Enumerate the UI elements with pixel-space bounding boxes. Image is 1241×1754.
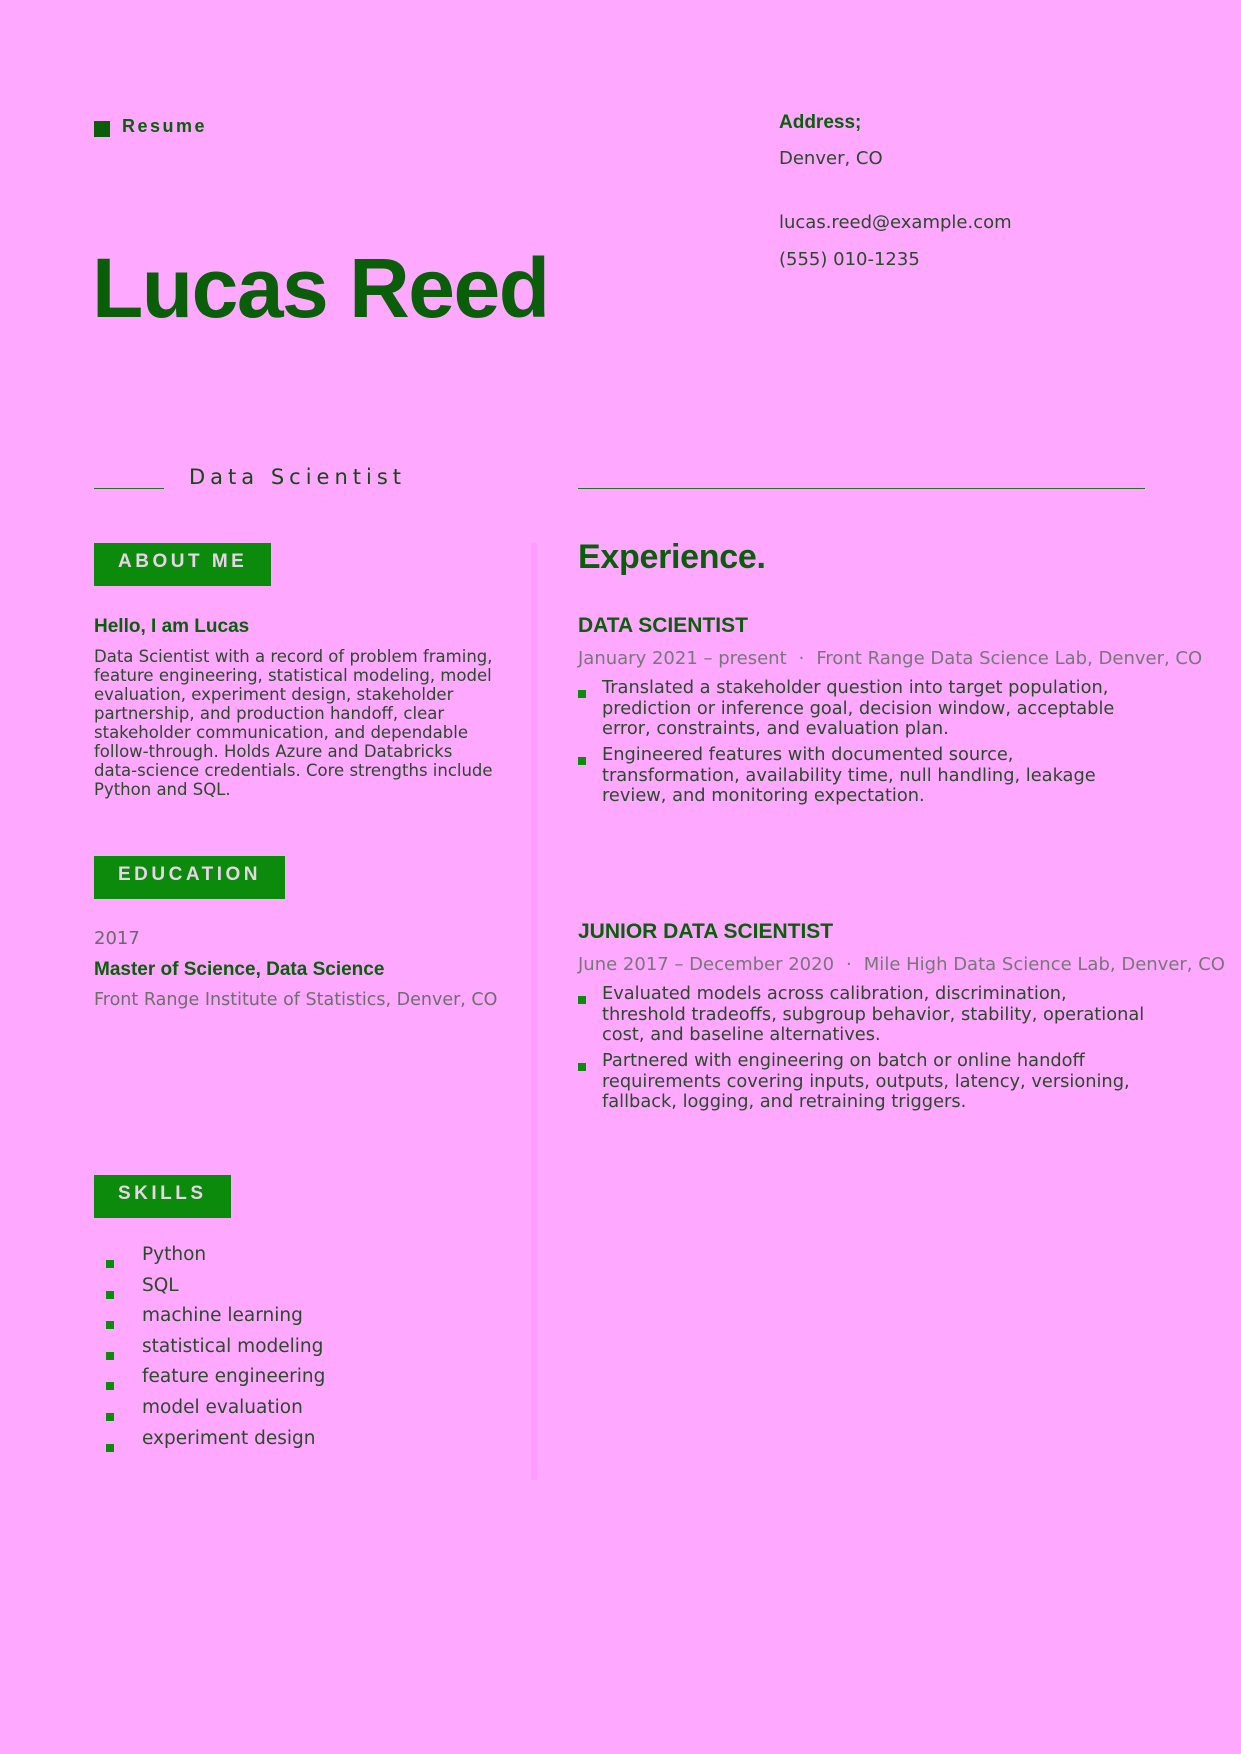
list-item [104,1336,325,1367]
meta-separator: · [798,648,805,669]
about-heading: ABOUT ME [94,543,271,586]
job-dates: June 2017 – December 2020 [578,954,835,975]
skill-label: model evaluation [142,1396,303,1418]
job-title: DATA SCIENTIST [578,614,748,637]
job-entry [578,920,1225,1119]
bullet-text: Partnered with engineering on batch or online handoff requirements covering inputs, outputs, latency, versioning, fallback, logging, and retraining triggers. [602,1050,1130,1113]
list-item [578,1051,1148,1113]
title-rule-right [578,488,1145,489]
list-item [104,1428,325,1459]
list-item [104,1244,325,1275]
bullet-icon [106,1382,114,1390]
skill-label: statistical modeling [142,1335,324,1357]
bullet-icon [106,1413,114,1421]
bullet-text: Engineered features with documented source, transformation, availability time, null handling, leakage review, and monitoring expectation. [602,744,1096,807]
job-meta [578,648,1203,672]
list-item [578,984,1148,1046]
about-text: Data Scientist with a record of problem framing, feature engineering, statistical modeling, model evaluation, experiment design, stakeholder partnership, and production handoff, clear stakeholder communication, and dependable follow-through. Holds Azure and Databricks data-science credentials. Core strengths include Python and SQL. [94,647,493,799]
job-bullets [578,984,1148,1113]
skills-list [104,1244,325,1458]
column-divider [531,543,537,1480]
bullet-icon [106,1321,114,1329]
experience-heading: Experience. [578,538,766,576]
list-item [104,1275,325,1306]
education-school: Front Range Institute of Statistics, Denver, CO [94,990,498,1010]
education-year: 2017 [94,928,140,949]
title-rule-left [94,488,164,489]
job-company: Front Range Data Science Lab, Denver, CO [816,648,1203,669]
skill-label: Python [142,1244,207,1265]
candidate-name: Lucas Reed [92,241,549,335]
bullet-icon [106,1260,114,1268]
job-entry [578,614,1203,813]
education-heading: EDUCATION [94,856,285,899]
brand-label: Resume [122,116,208,136]
bullet-icon [106,1291,114,1299]
brand [94,116,207,137]
bullet-icon [106,1444,114,1452]
job-company: Mile High Data Science Lab, Denver, CO [863,954,1225,975]
list-item [578,745,1148,807]
skill-label: feature engineering [142,1366,326,1388]
brand-square-icon [94,121,110,137]
phone[interactable]: (555) 010-1235 [779,249,920,270]
list-item [104,1305,325,1336]
job-dates: January 2021 – present [578,648,787,669]
bullet-icon [578,690,586,698]
bullet-text: Evaluated models across calibration, discrimination, threshold tradeoffs, subgroup behavior, stability, operational cost, and baseline alternatives. [602,983,1145,1046]
bullet-text: Translated a stakeholder question into target population, prediction or inference goal, decision window, acceptable error, constraints, and evaluation plan. [602,677,1115,740]
job-title: JUNIOR DATA SCIENTIST [578,920,834,943]
list-item [104,1397,325,1428]
skill-label: experiment design [142,1427,316,1449]
skill-label: SQL [142,1274,179,1296]
list-item [578,678,1148,740]
skills-heading: SKILLS [94,1175,231,1218]
bullet-icon [578,757,586,765]
address-label: Address; [779,112,862,133]
skill-label: machine learning [142,1305,303,1327]
address-value: Denver, CO [779,148,883,169]
bullet-icon [106,1352,114,1360]
bullet-icon [578,1063,586,1071]
job-meta [578,954,1225,978]
job-title-subtitle: Data Scientist [189,465,406,489]
meta-separator: · [846,954,852,975]
education-degree: Master of Science, Data Science [94,959,385,980]
job-bullets [578,678,1148,807]
list-item [104,1366,325,1397]
email[interactable]: lucas.reed@example.com [779,212,1012,233]
bullet-icon [578,996,586,1004]
about-greeting: Hello, I am Lucas [94,616,250,637]
